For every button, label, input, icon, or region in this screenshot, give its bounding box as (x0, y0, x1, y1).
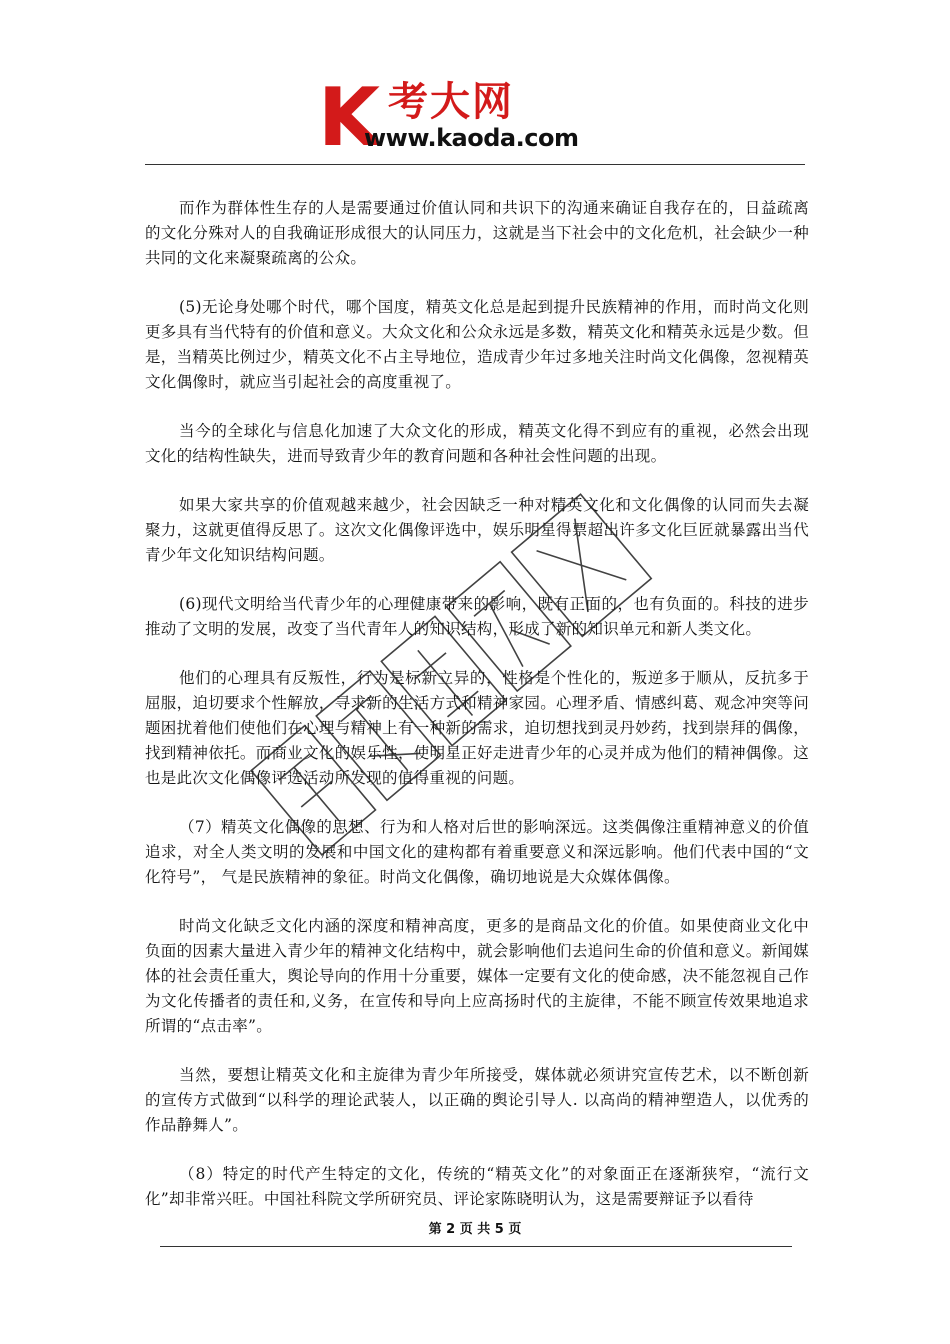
logo-title: 考大网 (388, 79, 514, 125)
header-divider (145, 164, 805, 165)
logo-url: www.kaoda.com (364, 124, 579, 152)
paragraph: （8）特定的时代产生特定的文化，传统的“精英文化”的对象面正在逐渐狭窄，“流行文化”却非常兴旺。中国社科院文学所研究员、评论家陈晓明认为，这是需要辩证予以看待 (145, 1165, 809, 1208)
paragraph: 而作为群体性生存的人是需要通过价值认同和共识下的沟通来确证自我存在的，日益疏离的文化分殊对人的自我确证形成很大的认同压力，这就是当下社会中的文化危机，社会缺少一种共同的文化来凝聚疏离的公众。 (145, 199, 809, 267)
paragraph: 时尚文化缺乏文化内涵的深度和精神高度，更多的是商品文化的价值。如果使商业文化中负面的因素大量进入青少年的精神文化结构中，就会影响他们去追问生命的价值和意义。新闻媒体的社会责任重大，舆论导向的作用十分重要，媒体一定要有文化的使命感，决不能忽视自己作为文化传播者的责任和,义务，在宣传和导向上应高扬时代的主旋律，不能不顾宣传效果地追求所谓的“点击率”。 (145, 917, 809, 1035)
paragraph: (5)无论身处哪个时代，哪个国度，精英文化总是起到提升民族精神的作用，而时尚文化则更多具有当代特有的价值和意义。大众文化和公众永远是多数，精英文化和精英永远是少数。但是，当精英比例过少，精英文化不占主导地位，造成青少年过多地关注时尚文化偶像，忽视精英文化偶像时，就应当引起社会的高度重视了。 (145, 298, 809, 391)
page-header (0, 0, 950, 165)
logo-k-mark: K (318, 71, 378, 164)
paragraph: 他们的心理具有反叛性，行为是标新立异的，性格是个性化的，叛逆多于顺从，反抗多于屈服，迫切要求个性解放，寻求新的生活方式和精神家园。心理矛盾、情感纠葛、观念冲突等问题困扰着他们使他们在心理与精神上有一种新的需求，迫切想找到灵丹妙药，找到崇拜的偶像，找到精神依托。而商业文化的娱乐性，使明星正好走进青少年的心灵并成为他们的精神偶像。这也是此次文化偶像评选活动所发现的值得重视的问题。 (145, 669, 809, 787)
paragraph: 当今的全球化与信息化加速了大众文化的形成，精英文化得不到应有的重视，必然会出现文化的结构性缺失，进而导致青少年的教育问题和各种社会性问题的出现。 (145, 422, 809, 465)
page-number: 第 2 页 共 5 页 (428, 1222, 522, 1237)
paragraph: 如果大家共享的价值观越来越少，社会因缺乏一种对精英文化和文化偶像的认同而失去凝聚力，这就更值得反思了。这次文化偶像评选中，娱乐明星得票超出许多文化巨匠就暴露出当代青少年文化知识结构问题。 (145, 496, 809, 564)
footer-divider (160, 1246, 792, 1247)
kaoda-logo (318, 71, 648, 164)
paragraph: (6)现代文明给当代青少年的心理健康带来的影响，既有正面的，也有负面的。科技的进步推动了文明的发展，改变了当代青年人的知识结构，形成了新的知识单元和新人类文化。 (145, 595, 809, 638)
article-body (145, 196, 809, 1236)
paragraph: 当然，要想让精英文化和主旋律为青少年所接受，媒体就必须讲究宣传艺术，以不断创新的宣传方式做到“以科学的理论武装人，以正确的舆论引导人. 以高尚的精神塑造人，以优秀的作品静舞人”。 (145, 1066, 809, 1134)
paragraph: （7）精英文化偶像的思想、行为和人格对后世的影响深远。这类偶像注重精神意义的价值追求，对全人类文明的发展和中国文化的建构都有着重要意义和深远影响。他们代表中国的“文化符号”， 气是民族精神的象征。时尚文化偶像，确切地说是大众媒体偶像。 (145, 818, 809, 886)
